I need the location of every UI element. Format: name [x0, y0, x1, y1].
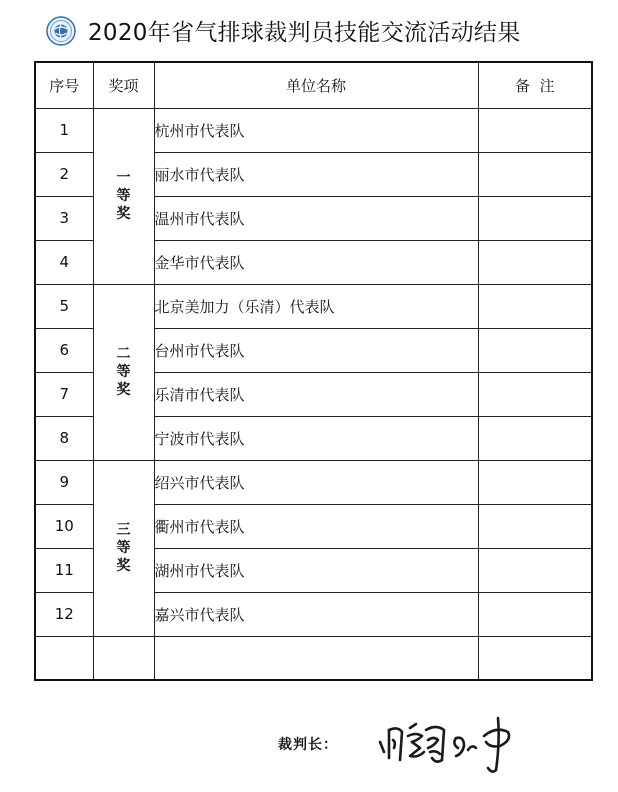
unit-name: 台州市代表队 [154, 328, 478, 372]
row-number: 8 [35, 416, 93, 460]
table-row [35, 460, 592, 504]
remark-cell [478, 592, 592, 636]
empty-cell [154, 636, 478, 680]
award-label: 三等奖 [116, 522, 131, 574]
remark-cell [478, 372, 592, 416]
row-number: 2 [35, 152, 93, 196]
page-title: 2020年省气排球裁判员技能交流活动结果 [88, 20, 521, 46]
remark-cell [478, 240, 592, 284]
row-number: 5 [35, 284, 93, 328]
column-header-unit: 单位名称 [154, 62, 478, 108]
remark-cell [478, 284, 592, 328]
table-header-row [35, 62, 592, 108]
row-number: 11 [35, 548, 93, 592]
row-number: 4 [35, 240, 93, 284]
award-label: 一等奖 [116, 170, 131, 222]
row-number: 10 [35, 504, 93, 548]
table-row [35, 284, 592, 328]
column-header-award: 奖项 [93, 62, 154, 108]
empty-cell [35, 636, 93, 680]
unit-name: 嘉兴市代表队 [154, 592, 478, 636]
award-cell-second [93, 284, 154, 460]
column-header-remark: 备 注 [478, 62, 592, 108]
results-table [34, 61, 593, 681]
award-cell-third [93, 460, 154, 636]
unit-name: 绍兴市代表队 [154, 460, 478, 504]
unit-name: 乐清市代表队 [154, 372, 478, 416]
table-row-empty [35, 636, 592, 680]
unit-name: 温州市代表队 [154, 196, 478, 240]
remark-cell [478, 416, 592, 460]
unit-name: 湖州市代表队 [154, 548, 478, 592]
row-number: 9 [35, 460, 93, 504]
row-number: 6 [35, 328, 93, 372]
document-header [0, 12, 618, 52]
chief-referee-label: 裁判长： [278, 737, 338, 753]
row-number: 7 [35, 372, 93, 416]
remark-cell [478, 504, 592, 548]
empty-cell [93, 636, 154, 680]
empty-cell [478, 636, 592, 680]
remark-cell [478, 152, 592, 196]
award-cell-first [93, 108, 154, 284]
remark-cell [478, 196, 592, 240]
row-number: 12 [35, 592, 93, 636]
unit-name: 杭州市代表队 [154, 108, 478, 152]
handwritten-signature [372, 706, 542, 776]
table-row [35, 108, 592, 152]
remark-cell [478, 108, 592, 152]
unit-name: 衢州市代表队 [154, 504, 478, 548]
remark-cell [478, 460, 592, 504]
unit-name: 金华市代表队 [154, 240, 478, 284]
remark-cell [478, 548, 592, 592]
remark-cell [478, 328, 592, 372]
row-number: 3 [35, 196, 93, 240]
unit-name: 丽水市代表队 [154, 152, 478, 196]
column-header-index: 序号 [35, 62, 93, 108]
row-number: 1 [35, 108, 93, 152]
unit-name: 北京美加力（乐清）代表队 [154, 284, 478, 328]
award-label: 二等奖 [116, 346, 131, 398]
volleyball-association-emblem-icon [46, 16, 76, 46]
unit-name: 宁波市代表队 [154, 416, 478, 460]
